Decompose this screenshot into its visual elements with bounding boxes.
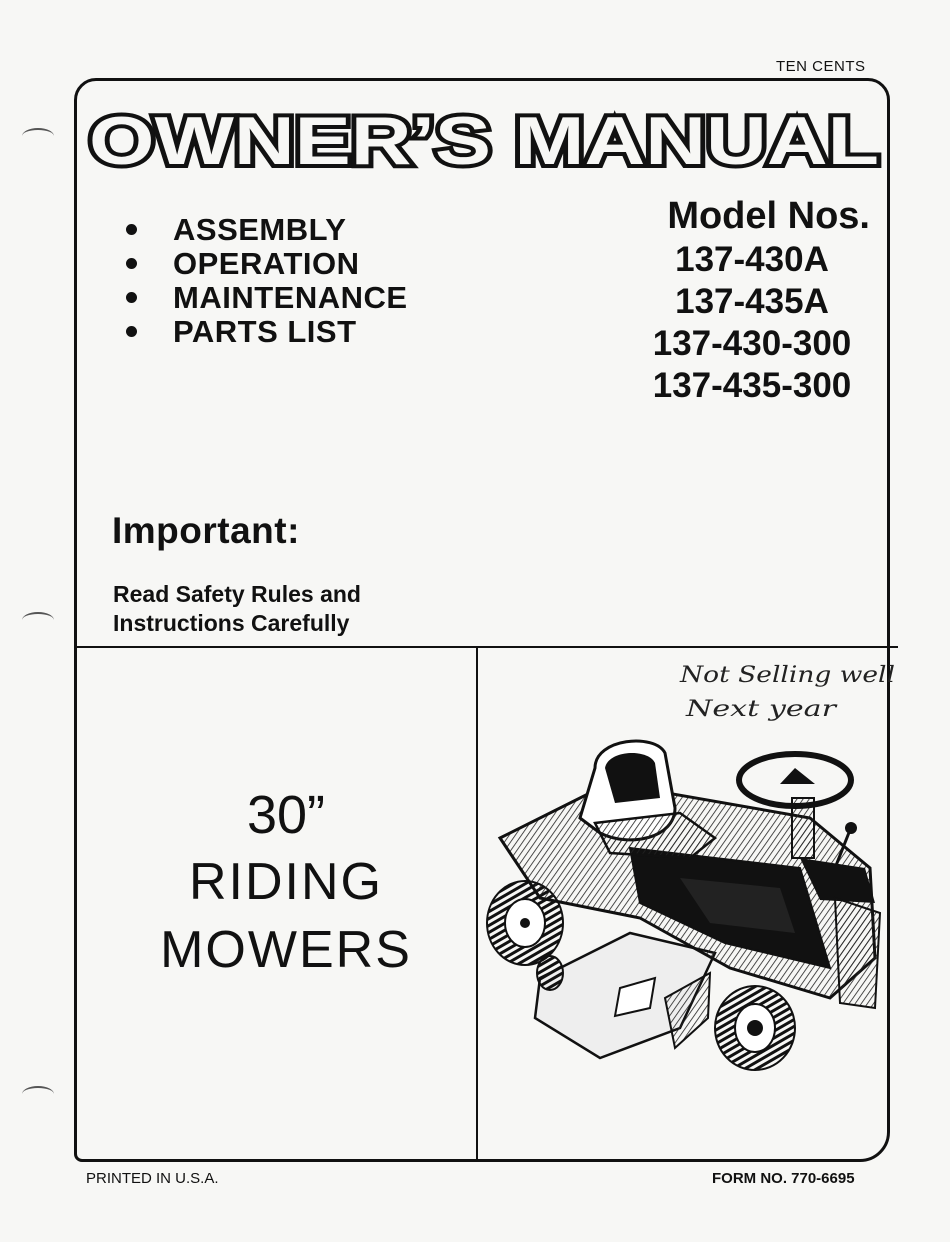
bullet-icon bbox=[126, 326, 137, 337]
manual-title-text: OWNER’S MANUAL bbox=[89, 108, 879, 172]
safety-notice bbox=[113, 580, 361, 638]
divider bbox=[476, 646, 478, 1162]
model-numbers bbox=[620, 193, 870, 407]
list-item bbox=[118, 213, 408, 247]
safety-notice-line: Read Safety Rules and bbox=[113, 581, 361, 607]
model-number: 137-430A bbox=[675, 240, 829, 279]
safety-notice-line: Instructions Carefully bbox=[113, 610, 350, 636]
model-heading: Model Nos. bbox=[667, 195, 870, 237]
product-name-line: MOWERS bbox=[160, 921, 412, 979]
product-size: 30” bbox=[246, 785, 326, 845]
list-item bbox=[118, 281, 408, 315]
model-number: 137-435A bbox=[675, 282, 829, 321]
riding-mower-illustration bbox=[480, 728, 890, 1073]
list-item bbox=[118, 315, 408, 349]
list-item bbox=[118, 247, 408, 281]
product-title bbox=[106, 782, 466, 984]
bullet-icon bbox=[126, 292, 137, 303]
bullet-icon bbox=[126, 224, 137, 235]
manual-title bbox=[84, 108, 884, 172]
divider bbox=[76, 646, 898, 648]
price-label: TEN CENTS bbox=[776, 58, 866, 75]
handwritten-note bbox=[676, 658, 901, 728]
list-item-label: PARTS LIST bbox=[173, 314, 357, 349]
bullet-icon bbox=[126, 258, 137, 269]
handwritten-line: Next year bbox=[684, 697, 839, 722]
important-heading: Important: bbox=[112, 510, 300, 551]
list-item-label: MAINTENANCE bbox=[173, 280, 408, 315]
printed-label: PRINTED IN U.S.A. bbox=[86, 1170, 219, 1187]
margin-mark bbox=[22, 128, 54, 144]
margin-mark bbox=[22, 612, 54, 628]
list-item-label: OPERATION bbox=[173, 246, 360, 281]
model-number: 137-430-300 bbox=[652, 324, 852, 363]
product-name-line: RIDING bbox=[189, 853, 383, 911]
list-item-label: ASSEMBLY bbox=[173, 212, 347, 247]
handwritten-line: Not Selling well bbox=[678, 663, 895, 688]
margin-mark bbox=[22, 1086, 54, 1102]
model-number: 137-435-300 bbox=[652, 366, 852, 405]
form-number: FORM NO. 770-6695 bbox=[712, 1170, 855, 1187]
section-list bbox=[118, 213, 408, 349]
